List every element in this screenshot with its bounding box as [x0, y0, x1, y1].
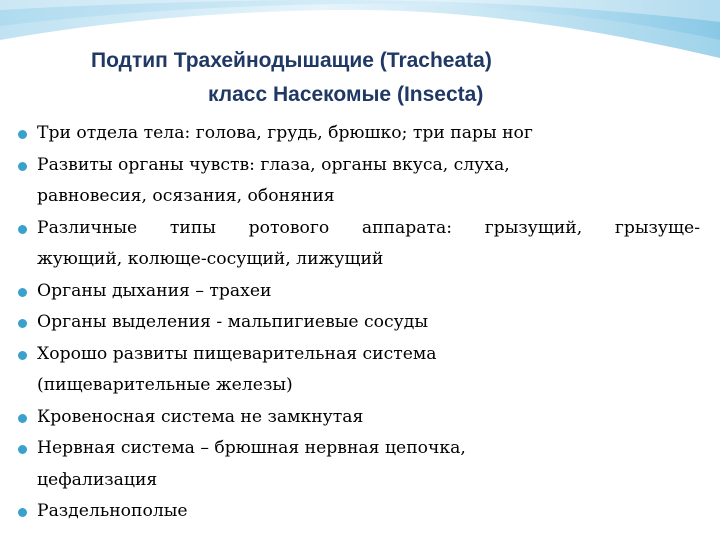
bullet-item — [0, 307, 720, 339]
bullet-text: Хорошо развиты пищеварительная система — [37, 343, 437, 364]
bullet-item — [0, 496, 720, 528]
bullet-text: Органы дыхания – трахеи — [37, 280, 272, 301]
bullet-item — [0, 213, 720, 276]
bullet-text-continuation: (пищеварительные железы) — [37, 375, 293, 395]
bullet-dot-icon — [18, 414, 27, 423]
bullet-text: Три отдела тела: голова, грудь, брюшко; три пары ног — [37, 123, 533, 143]
bullet-dot-icon — [18, 319, 27, 328]
bullet-item — [0, 150, 720, 213]
bullet-item — [0, 433, 720, 496]
bullet-item — [0, 402, 720, 434]
bullet-dot-icon — [18, 445, 27, 454]
bullet-item — [0, 276, 720, 308]
slide-title — [0, 44, 720, 112]
bullet-text: Различные типы ротового аппарата: грызущий, грызуще- — [37, 217, 700, 238]
bullet-item — [0, 339, 720, 402]
bullet-text: Развиты органы чувств: глаза, органы вкуса, слуха, — [37, 154, 510, 175]
bullet-dot-icon — [18, 162, 27, 171]
bullet-list — [0, 118, 720, 528]
bullet-dot-icon — [18, 225, 27, 234]
bullet-text-continuation: жующий, колюще-сосущий, лижущий — [37, 249, 384, 269]
title-line-2: класс Насекомые (Insecta) — [208, 83, 484, 106]
bullet-text: Раздельнополые — [37, 501, 188, 521]
bullet-dot-icon — [18, 288, 27, 297]
bullet-text: Нервная система – брюшная нервная цепочка, — [37, 438, 466, 458]
title-line-1: Подтип Трахейнодышащие (Tracheata) — [91, 49, 492, 72]
bullet-dot-icon — [18, 130, 27, 139]
bullet-dot-icon — [18, 351, 27, 360]
bullet-item — [0, 118, 720, 150]
bullet-text-continuation: цефализация — [37, 469, 158, 490]
bullet-text: Органы выделения - мальпигиевые сосуды — [37, 312, 429, 332]
bullet-text: Кровеносная система не замкнутая — [37, 406, 364, 427]
bullet-text-continuation: равновесия, осязания, обоняния — [37, 186, 335, 206]
bullet-dot-icon — [18, 508, 27, 517]
